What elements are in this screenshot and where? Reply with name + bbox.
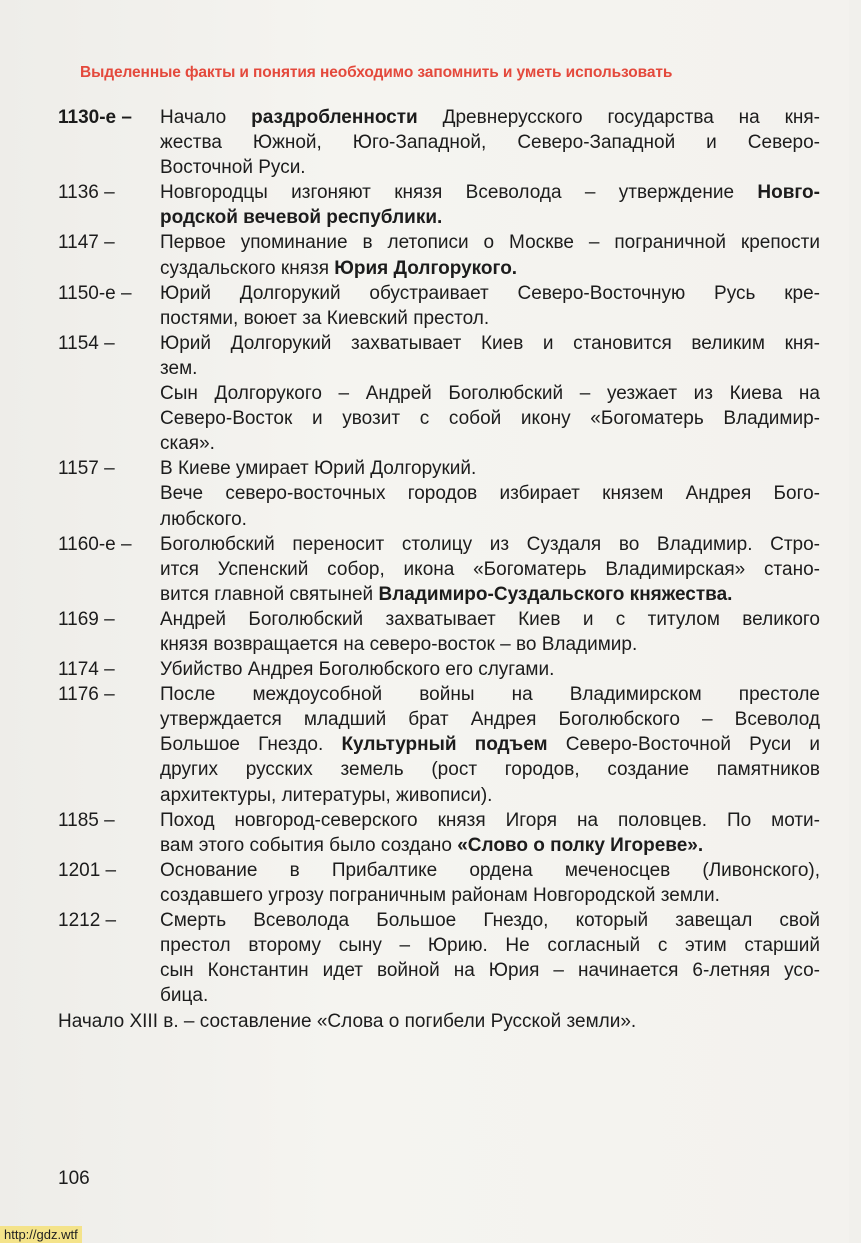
page-header: Выделенные факты и понятия необходимо запомнить и уметь использовать — [80, 64, 673, 81]
text-segment: Сын Долгорукого – Андрей Боголюбский – уезжает из Киева на — [160, 383, 820, 405]
text-segment: ская». — [160, 433, 215, 455]
entry-text — [160, 657, 820, 682]
chronology-entry — [58, 682, 820, 807]
entry-year: 1136 – — [58, 182, 115, 204]
text-line — [160, 908, 820, 933]
entry-text — [160, 230, 820, 280]
text-line — [160, 481, 820, 506]
chronology-entry — [58, 331, 820, 456]
text-line — [160, 507, 820, 532]
entry-text — [160, 607, 820, 657]
entry-year: 1212 – — [58, 910, 117, 931]
chronology-entry — [58, 105, 820, 180]
highlighted-term: Новго- — [757, 182, 820, 204]
entry-year: 1157 – — [58, 458, 115, 480]
text-line — [160, 858, 820, 883]
text-line — [160, 632, 820, 657]
text-segment: Боголюбский переносит столицу из Суздаля во Владимир. Стро- — [160, 533, 820, 555]
text-line — [160, 230, 820, 255]
text-segment: Новгородцы изгоняют князя Всеволода – утверждение — [160, 182, 758, 204]
text-line — [160, 582, 820, 607]
entry-text — [160, 908, 820, 1008]
entry-year: 1147 – — [58, 232, 115, 254]
entry-year: 1169 – — [58, 608, 115, 630]
entry-year: 1174 – — [58, 659, 115, 681]
text-line — [160, 883, 820, 908]
text-line — [160, 732, 820, 757]
text-segment: любского. — [160, 508, 247, 530]
text-segment: Северо-Восточной Руси и — [547, 734, 820, 756]
entry-text — [160, 682, 820, 807]
text-line — [160, 256, 820, 281]
text-segment: Смерть Всеволода Большое Гнездо, который завещал свой — [160, 910, 820, 931]
entry-text — [160, 105, 820, 180]
chronology-list — [58, 105, 820, 1034]
text-segment: В Киеве умирает Юрий Долгорукий. — [160, 458, 477, 480]
entry-text — [160, 331, 820, 456]
text-segment: Основание в Прибалтике ордена меченосцев (Ливонского), — [160, 859, 820, 881]
text-segment: Первое упоминание в летописи о Москве – пограничной крепости — [160, 232, 820, 254]
text-line — [160, 456, 820, 481]
text-line — [160, 431, 820, 456]
text-line — [160, 958, 820, 983]
chronology-entry — [58, 456, 820, 531]
entry-year: 1185 – — [58, 809, 115, 831]
highlighted-term: Культурный подъем — [341, 734, 548, 756]
text-segment: Восточной Руси. — [160, 157, 306, 179]
text-line — [160, 757, 820, 782]
text-line — [160, 356, 820, 381]
text-segment: жества Южной, Юго-Западной, Северо-Западной и Северо- — [160, 132, 820, 154]
watermark-link[interactable]: http://gdz.wtf — [0, 1226, 82, 1243]
text-segment: других русских земель (рост городов, создание памятников — [160, 759, 820, 781]
text-segment: Древнерусского государства на кня- — [417, 107, 821, 128]
chronology-entry — [58, 532, 820, 607]
text-line — [160, 557, 820, 582]
text-line — [160, 130, 820, 155]
chronology-entry — [58, 180, 820, 230]
text-segment: постями, воюет за Киевский престол. — [160, 307, 490, 329]
text-segment: суздальского князя — [160, 257, 335, 279]
text-segment: бица. — [160, 985, 209, 1007]
entry-text — [160, 532, 820, 607]
chronology-entry — [58, 808, 820, 858]
entry-text — [160, 281, 820, 331]
text-segment: Северо-Восток и увозит с собой икону «Богоматерь Владимир- — [160, 408, 820, 430]
chronology-entry — [58, 281, 820, 331]
text-line — [160, 281, 820, 306]
text-segment: После междоусобной войны на Владимирском престоле — [160, 684, 820, 706]
final-entry: Начало XIII в. – составление «Слова о погибели Русской земли». — [58, 1011, 637, 1033]
text-segment: вам этого события было создано — [160, 834, 458, 856]
entry-text — [160, 180, 820, 230]
entry-year: 1176 – — [58, 684, 115, 706]
text-line — [160, 933, 820, 958]
text-line — [160, 381, 820, 406]
text-segment: Поход новгород-северского князя Игоря на половцев. По моти- — [160, 809, 820, 831]
entry-text — [160, 808, 820, 858]
text-segment: Юрий Долгорукий захватывает Киев и становится великим кня- — [160, 332, 820, 354]
highlighted-term: родской вечевой республики. — [160, 207, 443, 229]
text-line — [160, 682, 820, 707]
entry-text — [160, 858, 820, 908]
text-line — [160, 808, 820, 833]
text-line — [160, 180, 820, 205]
entry-text — [160, 456, 820, 531]
text-segment: Убийство Андрея Боголюбского его слугами. — [160, 659, 555, 681]
text-line — [160, 306, 820, 331]
chronology-entry — [58, 607, 820, 657]
text-line — [160, 983, 820, 1008]
text-segment: Начало — [160, 107, 252, 128]
text-line — [160, 532, 820, 557]
text-line — [160, 406, 820, 431]
text-segment: создавшего угрозу пограничным районам Новгородской земли. — [160, 884, 720, 906]
text-line — [160, 833, 820, 858]
text-line — [160, 331, 820, 356]
text-segment: зем. — [160, 357, 198, 379]
highlighted-term: раздробленности — [251, 107, 418, 128]
text-line — [160, 657, 820, 682]
text-segment: вится главной святыней — [160, 583, 379, 605]
highlighted-term: Владимиро-Суздальского княжества. — [378, 583, 733, 605]
text-segment: архитектуры, литературы, живописи). — [160, 784, 493, 806]
text-segment: сын Константин идет войной на Юрия – начинается 6-летняя усо- — [160, 960, 820, 982]
page-number: 106 — [58, 1168, 90, 1189]
text-segment: утверждается младший брат Андрея Боголюбского – Всеволод — [160, 709, 820, 731]
chronology-entry — [58, 908, 820, 1008]
text-segment: Юрий Долгорукий обустраивает Северо-Восточную Русь кре- — [160, 282, 820, 304]
text-segment: престол второму сыну – Юрию. Не согласный с этим старший — [160, 935, 820, 957]
highlighted-term: «Слово о полку Игореве». — [457, 834, 704, 856]
highlighted-term: Юрия Долгорукого. — [334, 257, 518, 279]
text-segment: Андрей Боголюбский захватывает Киев и с титулом великого — [160, 608, 820, 630]
entry-year: 1130-е – — [58, 107, 132, 128]
text-line — [160, 707, 820, 732]
text-segment: Вече северо-восточных городов избирает князем Андрея Бого- — [160, 483, 820, 505]
chronology-entry — [58, 657, 820, 682]
entry-year: 1160-е – — [58, 533, 132, 555]
entry-year: 1150-е – — [58, 282, 132, 304]
text-segment: князя возвращается на северо-восток – во Владимир. — [160, 633, 638, 655]
text-line — [160, 607, 820, 632]
text-segment: ится Успенский собор, икона «Богоматерь Владимирская» стано- — [160, 558, 820, 580]
text-line — [160, 205, 820, 230]
text-line — [160, 155, 820, 180]
entry-year: 1154 – — [58, 332, 115, 354]
entry-year: 1201 – — [58, 859, 117, 881]
text-line — [160, 783, 820, 808]
text-line — [160, 105, 820, 130]
chronology-entry — [58, 230, 820, 280]
text-segment: Большое Гнездо. — [160, 734, 342, 756]
chronology-entry — [58, 858, 820, 908]
